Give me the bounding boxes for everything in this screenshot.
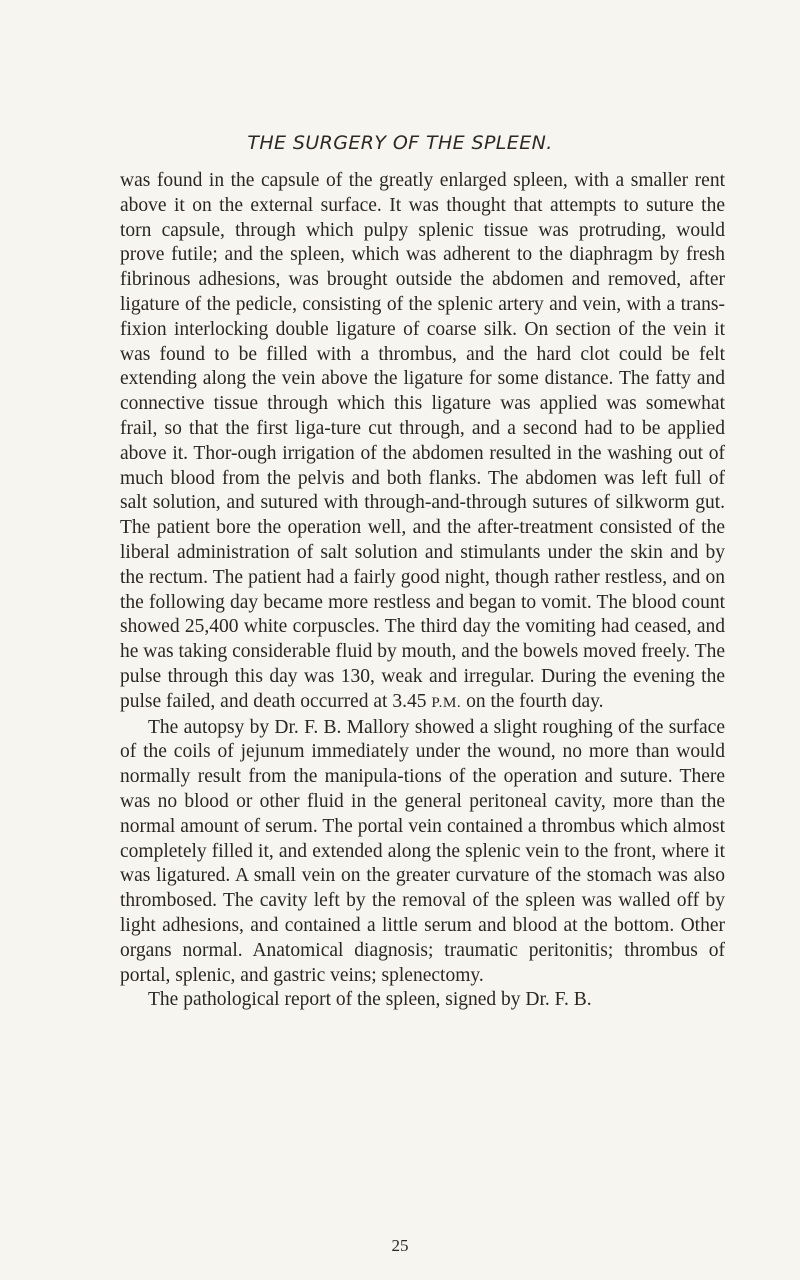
text-segment: The pathological report of the spleen, signed by Dr. F. B. <box>148 989 592 1011</box>
text-segment: The autopsy by Dr. F. B. Mallory showed a slight roughing of the surface of the coils of jejunum immediately under the wound, no more than would normally result from the manipula-tions of the operation and suture. There was no blood or other fluid in the general peritoneal cavity, more than the normal amount of serum. The portal vein contained a thrombus which almost completely filled it, and extended along the splenic vein to the front, where it was ligatured. A small vein on the greater curvature of the stomach was also thrombosed. The cavity left by the removal of the spleen was walled off by light adhesions, and contained a little serum and blood at the bottom. Other organs normal. Anatomical diagnosis; traumatic peritonitis; thrombus of portal, splenic, and gastric veins; splenectomy. <box>120 716 725 986</box>
page-number: 25 <box>391 1236 409 1255</box>
paragraph-continued <box>120 169 725 716</box>
text-segment: was found in the capsule of the greatly enlarged spleen, with a smaller rent above it on the external surface. It was thought that attempts to suture the torn capsule, through which pulpy splenic tissue was protruding, would prove futile; and the spleen, which was adherent to the diaphragm by fresh fibrinous adhesions, was brought outside the abdomen and removed, after ligature of the pedicle, consisting of the splenic artery and vein, with a trans-fixion interlocking double ligature of coarse silk. On section of the vein it was found to be filled with a thrombus, and the hard clot could be felt extending along the vein above the ligature for some distance. The fatty and connective tissue through which this ligature was applied was somewhat frail, so that the first liga-ture cut through, and a second had to be applied above it. Thor-ough irrigation of the abdomen resulted in the washing out of much blood from the pelvis and both flanks. The abdomen was left full of salt solution, and sutured with through-and-through sutures of silkworm gut. The patient bore the operation well, and the after-treatment consisted of the liberal administration of salt solution and stimulants under the skin and by the rectum. The patient had a fairly good night, though rather restless, and on the following day became more restless and began to vomit. The blood count showed 25,400 white corpuscles. The third day the vomiting had ceased, and he was taking considerable fluid by mouth, and the bowels moved freely. The pulse through this day was 130, weak and irregular. During the evening the pulse failed, and death occurred at 3.45 <box>120 170 725 712</box>
paragraph-pathological-report <box>120 988 725 1013</box>
text-segment: on the fourth day. <box>461 690 604 712</box>
body-text <box>120 169 725 1013</box>
running-head: THE SURGERY OF THE SPLEEN. <box>247 132 553 154</box>
paragraph-autopsy <box>120 716 725 989</box>
small-caps-time: P.M. <box>431 693 462 711</box>
